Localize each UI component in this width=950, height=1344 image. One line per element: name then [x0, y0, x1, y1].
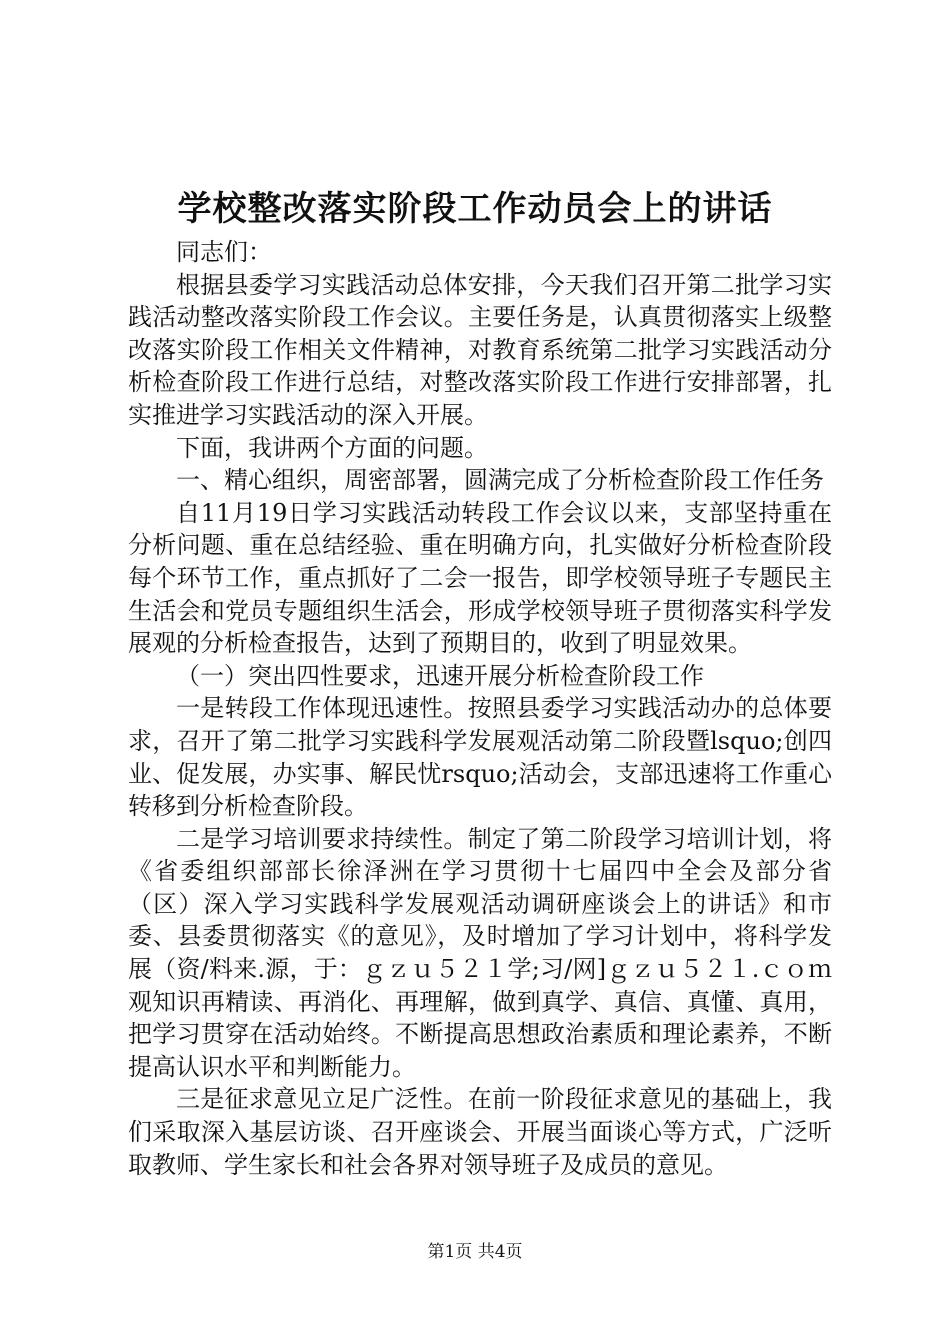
- page-title: 学校整改落实阶段工作动员会上的讲话: [177, 189, 773, 229]
- paragraph-point-1: 一是转段工作体现迅速性。按照县委学习实践活动办的总体要求，召开了第二批学习实践科学发展观活动第二阶段暨lsquo;创四业、促发展，办实事、解民忧rsquo;活动会，支部迅速将工作重心转移到分析检查阶段。: [128, 694, 832, 821]
- paragraph-salutation: 同志们：: [176, 238, 272, 266]
- subsection-heading-1: （一）突出四性要求，迅速开展分析检查阶段工作: [176, 661, 704, 690]
- paragraph-intro: 根据县委学习实践活动总体安排，今天我们召开第二批学习实践活动整改落实阶段工作会议。主要任务是，认真贯彻落实上级整改落实阶段工作相关文件精神，对教育系统第二批学习实践活动分析检查阶段工作进行总结，对整改落实阶段工作进行安排部署，扎实推进学习实践活动的深入开展。: [128, 270, 832, 429]
- paragraph-outline: 下面，我讲两个方面的问题。: [176, 433, 488, 462]
- paragraph-point-2: 二是学习培训要求持续性。制定了第二阶段学习培训计划，将《省委组织部部长徐泽洲在学习贯彻十七届四中全会及部分省（区）深入学习实践科学发展观活动调研座谈会上的讲话》和市委、县委贯彻落实《的意见》，及时增加了学习计划中，将科学发展（资/料来.源，于：ｇｚｕ５２１学;习/网]ｇｚｕ５２１.ｃｏｍ观知识再精读、再消化、再理解，做到真学、真信、真懂、真用，把学习贯穿在活动始终。不断提高思想政治素质和理论素养，不断提高认识水平和判断能力。: [128, 824, 832, 1081]
- document-body: [128, 236, 832, 1181]
- page-footer: 第1页 共4页: [427, 1242, 523, 1262]
- section-heading-1: 一、精心组织，周密部署，圆满完成了分析检查阶段工作任务: [176, 466, 824, 495]
- paragraph-summary: 自11月19日学习实践活动转段工作会议以来，支部坚持重在分析问题、重在总结经验、重在明确方向，扎实做好分析检查阶段每个环节工作，重点抓好了二会一报告，即学校领导班子专题民主生活会和党员专题组织生活会，形成学校领导班子贯彻落实科学发展观的分析检查报告，达到了预期目的，收到了明显效果。: [128, 498, 832, 658]
- paragraph-point-3: 三是征求意见立足广泛性。在前一阶段征求意见的基础上，我们采取深入基层访谈、召开座谈会、开展当面谈心等方式，广泛听取教师、学生家长和社会各界对领导班子及成员的意见。: [128, 1085, 832, 1179]
